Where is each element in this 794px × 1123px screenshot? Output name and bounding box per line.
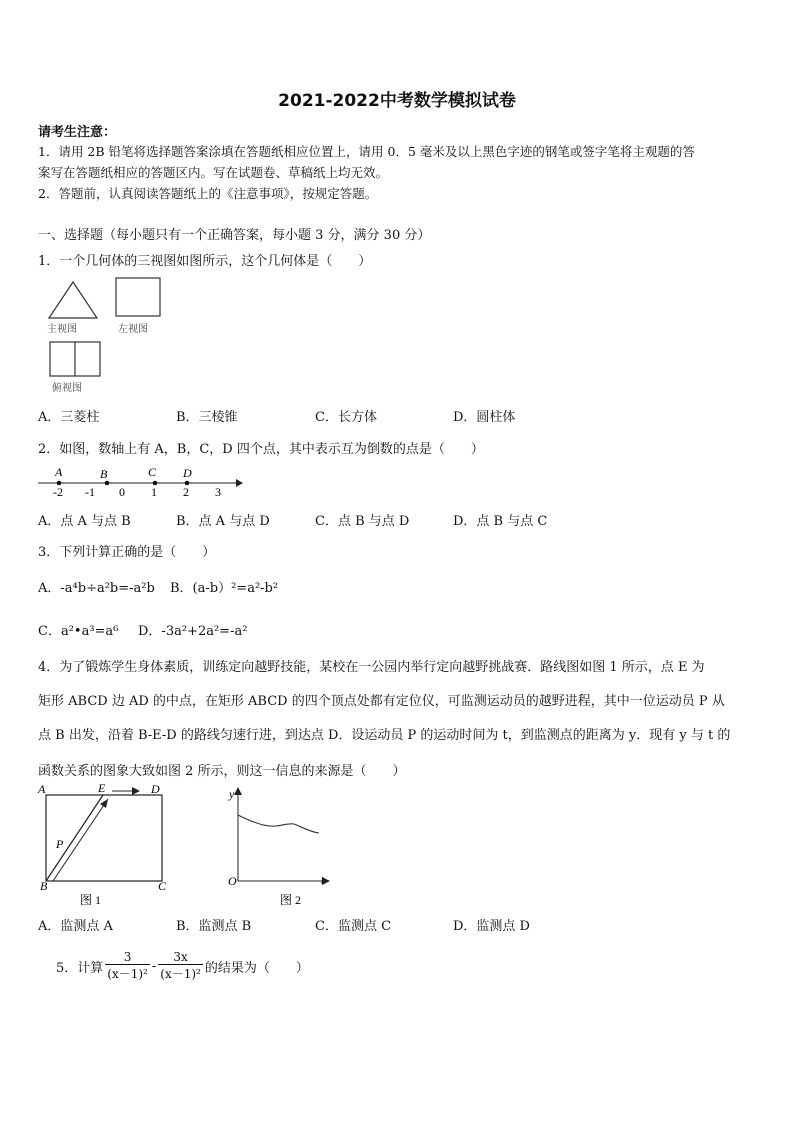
q1-option-b: B．三棱锥 <box>176 410 238 425</box>
q2-option-b: B．点 A 与点 D <box>176 514 270 529</box>
left-view-rectangle <box>116 278 160 316</box>
question-4-line-3: 点 B 出发，沿着 B-E-D 的路线匀速行进，到达点 D．设运动员 P 的运动时间为 t，到监测点的距离为 y．现有 y 与 t 的 <box>38 728 731 743</box>
three-view-figure <box>38 274 178 396</box>
label-a: A <box>55 465 63 479</box>
label-b: B <box>100 467 108 481</box>
label-p: P <box>56 837 64 851</box>
q3-option-d: D．-3a²+2a²=-a² <box>138 624 248 639</box>
label-origin: O <box>228 874 237 888</box>
question-2-stem: 2．如图，数轴上有 A，B，C，D 四个点，其中表示互为倒数的点是（ ） <box>38 442 484 457</box>
tick-3: 3 <box>215 485 221 499</box>
figure-1-route <box>36 781 176 909</box>
notice-line-1a: 1．请用 2B 铅笔将选择题答案涂填在答题纸相应位置上，请用 0．5 毫米及以上黑色字迹的钢笔或签字笔将主观题的答 <box>38 144 695 159</box>
label-e: E <box>98 781 106 795</box>
front-view-triangle <box>49 282 97 318</box>
q1-option-c: C．长方体 <box>315 410 377 425</box>
notice-line-1b: 案写在答题纸相应的答题区内。写在试题卷、草稿纸上均无效。 <box>38 165 389 180</box>
question-1-stem: 1．一个几何体的三视图如图所示，这个几何体是（ ） <box>38 254 372 269</box>
q4-option-d: D．监测点 D <box>453 919 530 934</box>
q5-fraction-2-numerator: 3x <box>158 950 203 965</box>
label-b: B <box>40 879 48 893</box>
question-4-line-2: 矩形 ABCD 边 AD 的中点，在矩形 ABCD 的四个顶点处都有定位仪，可监测运动员的越野进程，其中一位运动员 P 从 <box>38 694 725 709</box>
y-axis-arrow <box>234 787 242 795</box>
question-4-line-1: 4．为了锻炼学生身体素质，训练定向越野技能，某校在一公园内举行定向越野挑战赛．路线图如图 1 所示，点 E 为 <box>38 660 705 675</box>
top-view-label: 俯视图 <box>52 383 82 394</box>
segment-be <box>46 795 103 881</box>
point-b <box>105 481 110 486</box>
q3-option-a: A．-a⁴b÷a²b=-a²b <box>38 581 155 596</box>
q5-minus: - <box>151 958 157 974</box>
q3-option-c: C．a²•a³=a⁶ <box>38 624 119 639</box>
rectangle-abcd <box>46 795 162 881</box>
figure-2-graph <box>222 781 340 909</box>
tick-neg1: -1 <box>85 485 95 499</box>
tick-1: 1 <box>151 485 157 499</box>
label-a: A <box>38 782 46 796</box>
q4-option-b: B．监测点 B <box>176 919 252 934</box>
q3-option-b: B．(a-b）²=a²-b² <box>170 581 279 596</box>
figure-2-caption: 图 2 <box>280 893 302 907</box>
q5-suffix: 的结果为（ ） <box>204 960 309 976</box>
number-line <box>38 462 248 500</box>
tick-2: 2 <box>183 485 189 499</box>
q1-option-a: A．三菱柱 <box>38 410 100 425</box>
notice-line-2: 2．答题前，认真阅读答题纸上的《注意事项》，按规定答题。 <box>38 186 378 201</box>
question-4-line-4: 函数关系的图象大致如图 2 所示，则这一信息的来源是（ ） <box>38 764 406 779</box>
axis-arrow <box>236 479 243 487</box>
q2-option-d: D．点 B 与点 C <box>453 514 548 529</box>
label-t: t <box>321 873 325 887</box>
section-heading: 一、选择题（每小题只有一个正确答案，每小题 3 分，满分 30 分） <box>38 228 431 243</box>
left-view-label: 左视图 <box>118 324 148 335</box>
page-title: 2021-2022中考数学模拟试卷 <box>278 91 516 111</box>
q4-option-c: C．监测点 C <box>315 919 392 934</box>
notice-heading: 请考生注意： <box>38 125 117 140</box>
q5-fraction-2 <box>158 950 203 982</box>
label-y: y <box>229 787 235 801</box>
q5-fraction-2-denominator: (x－1)² <box>160 967 201 981</box>
label-d: D <box>183 466 192 480</box>
graph-curve <box>238 815 319 833</box>
tick-0: 0 <box>119 485 125 499</box>
q5-prefix: 5．计算 <box>56 960 104 976</box>
q1-option-d: D．圆柱体 <box>453 410 516 425</box>
q5-fraction-1-numerator: 3 <box>105 950 150 965</box>
q2-option-a: A．点 A 与点 B <box>38 514 131 529</box>
front-view-label: 主视图 <box>47 324 77 335</box>
q5-fraction-1-denominator: (x－1)² <box>107 967 148 981</box>
figure-1-caption: 图 1 <box>80 893 102 907</box>
q4-option-a: A．监测点 A <box>38 919 113 934</box>
question-3-stem: 3．下列计算正确的是（ ） <box>38 545 216 560</box>
q5-fraction-1 <box>105 950 150 982</box>
q2-option-c: C．点 B 与点 D <box>315 514 410 529</box>
question-5-stem <box>56 950 309 982</box>
label-d: D <box>151 782 160 796</box>
route-arrowhead-ed <box>132 787 140 795</box>
route-arrowhead-be <box>100 799 108 808</box>
label-c: C <box>148 465 157 479</box>
label-c: C <box>158 879 167 893</box>
tick-neg2: -2 <box>53 485 63 499</box>
